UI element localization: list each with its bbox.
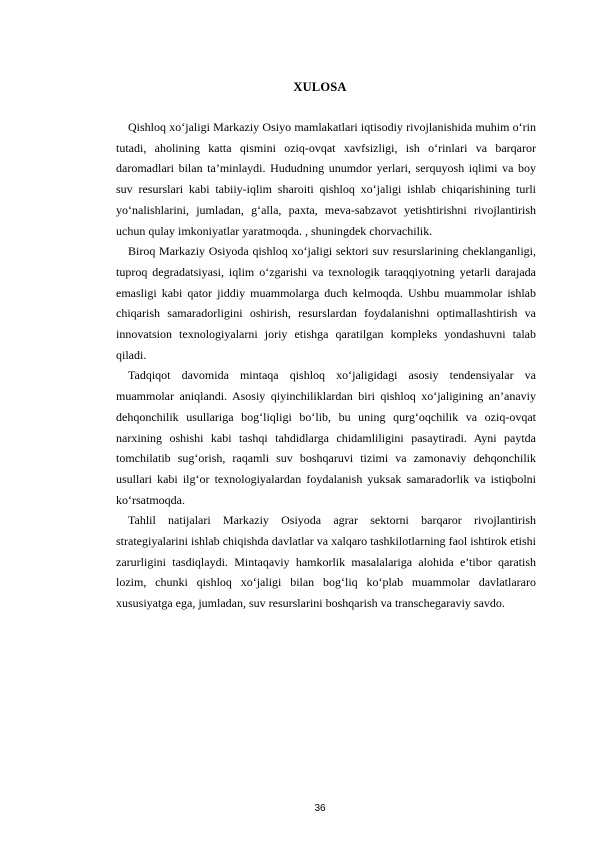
paragraph-1: Qishloq xo‘jaligi Markaziy Osiyo mamlakatlari iqtisodiy rivojlanishida muhim o‘rin tutadi, aholining katta qismini oziq-ovqat xavfsizligi, ish o‘rinlari va barqaror daromadlari bilan ta’minlaydi. Hududning unumdor yerlari, serquyosh iqlimi va boy suv resurslari kabi tabiiy-iqlim sharoiti qishloq xo‘jaligi ishlab chiqarishining turli yo‘nalishlarini, jumladan, g‘alla, paxta, meva-sabzavot yetishtirishni rivojlantirish uchun qulay imkoniyatlar yaratmoqda. , shuningdek chorvachilik. [116,120,536,238]
page-number: 36 [314,803,326,814]
document-title: XULOSA [293,80,347,94]
paragraph-4: Tahlil natijalari Markaziy Osiyoda agrar sektorni barqaror rivojlantirish strategiyalarini ishlab chiqishda davlatlar va xalqaro tashkilotlarning faol ishtirok etishi zarurligini tasdiqlaydi. Mintaqaviy hamkorlik masalalariga alohida e’tibor qaratish lozim, chunki qishloq xo‘jaligi bilan bog‘liq ko‘plab muammolar davlatlararo xususiyatga ega, jumladan, suv resurslarini boshqarish va transchegaraviy savdo. [116,513,536,611]
document-body [116,117,536,614]
paragraph-3: Tadqiqot davomida mintaqa qishloq xo‘jaligidagi asosiy tendensiyalar va muammolar aniqlandi. Asosiy qiyinchiliklardan biri qishloq xo‘jaligining an’anaviy dehqonchilik usullariga bog‘liqligi bo‘lib, bu uning qurg‘oqchilik va oziq-ovqat narxining oshishi kabi tashqi tahdidlarga chidamliligini pasaytiradi. Ayni paytda tomchilatib sug‘orish, raqamli suv boshqaruvi tizimi va zamonaviy dehqonchilik usullari kabi ilg‘or texnologiyalardan foydalanish yuksak samaradorlik va istiqbolni ko‘rsatmoqda. [116,368,536,507]
paragraph-2: Biroq Markaziy Osiyoda qishloq xo‘jaligi sektori suv resurslarining cheklanganligi, tuproq degradatsiyasi, iqlim o‘zgarishi va texnologik taraqqiyotning yetarli darajada emasligi kabi qator jiddiy muammolarga duch kelmoqda. Ushbu muammolar ishlab chiqarish samaradorligini oshirish, resurslardan foydalanishni optimallashtirish va innovatsion texnologiyalarni joriy etishga qaratilgan kompleks yondashuvni talab qiladi. [116,244,536,362]
